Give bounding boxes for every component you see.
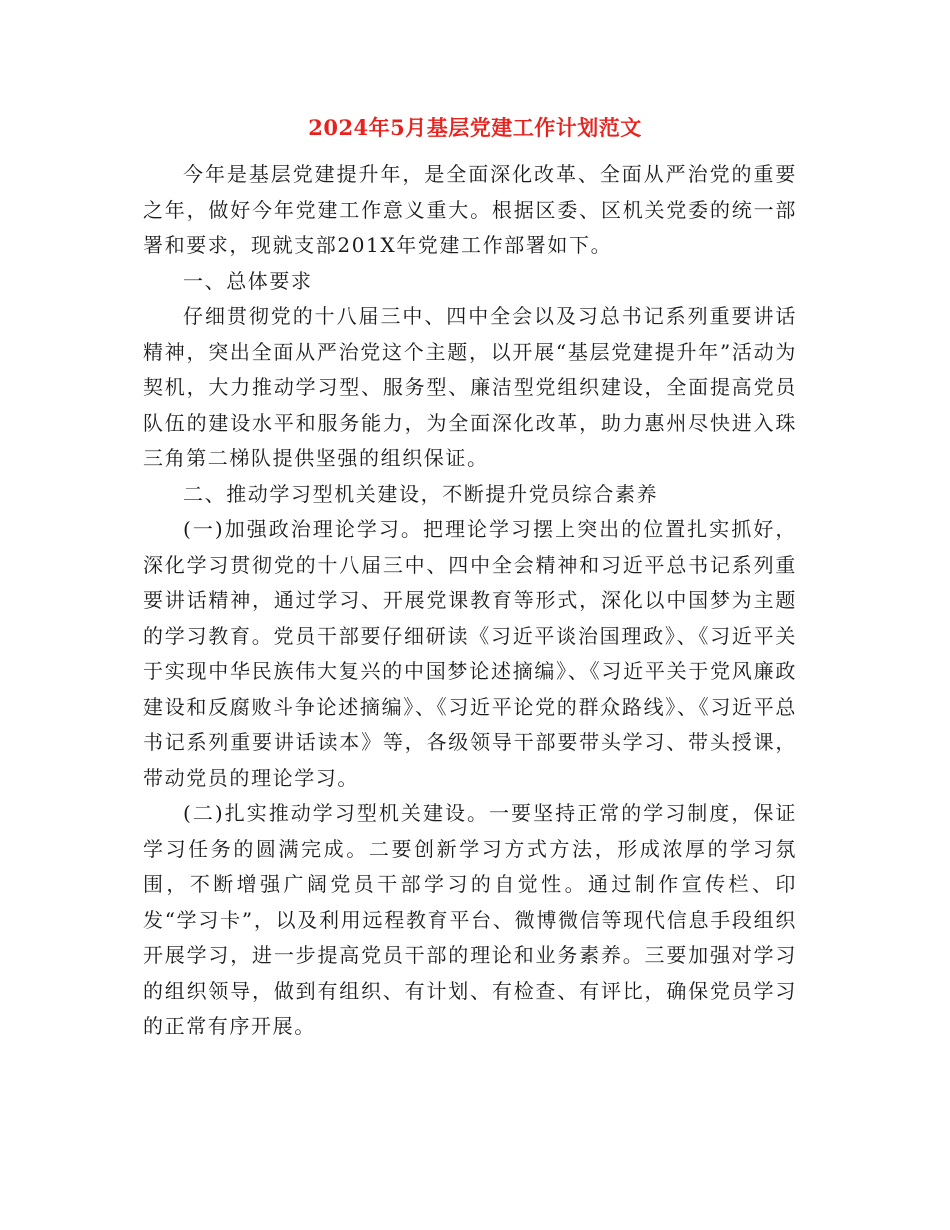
heading-general-requirements: 一、总体要求 [183,268,313,293]
document-body [143,157,797,1045]
paragraph-political-theory: (一)加强政治理论学习。把理论学习摆上突出的位置扎实抓好，深化学习贯彻党的十八届三中、四中全会精神和习近平总书记系列重要讲话精神，通过学习、开展党课教育等形式，深化以中国梦为主题的学习教育。党员干部要仔细研读《习近平谈治国理政》、《习近平关于实现中华民族伟大复兴的中国梦论述摘编》、《习近平关于党风廉政建设和反腐败斗争论述摘编》、《习近平论党的群众路线》、《习近平总书记系列重要讲话读本》等，各级领导干部要带头学习、带头授课，带动党员的理论学习。 [143,517,797,790]
document-title: 2024年5月基层党建工作计划范文 [308,115,642,140]
paragraph-learning-construction: (二)扎实推动学习型机关建设。一要坚持正常的学习制度，保证学习任务的圆满完成。二要创新学习方式方法，形成浓厚的学习氛围，不断增强广阔党员干部学习的自觉性。通过制作宣传栏、印发“学习卡”，以及利用远程教育平台、微博微信等现代信息手段组织开展学习，进一步提高党员干部的理论和业务素养。三要加强对学习的组织领导，做到有组织、有计划、有检查、有评比，确保党员学习的正常有序开展。 [143,801,797,1038]
paragraph-intro: 今年是基层党建提升年，是全面深化改革、全面从严治党的重要之年，做好今年党建工作意义重大。根据区委、区机关党委的统一部署和要求，现就支部201X年党建工作部署如下。 [143,162,797,257]
heading-learning-organization: 二、推动学习型机关建设，不断提升党员综合素养 [183,481,659,506]
paragraph-general-requirements: 仔细贯彻党的十八届三中、四中全会以及习总书记系列重要讲话精神，突出全面从严治党这个主题，以开展“基层党建提升年”活动为契机，大力推动学习型、服务型、廉洁型党组织建设，全面提高党员队伍的建设水平和服务能力，为全面深化改革，助力惠州尽快进入珠三角第二梯队提供坚强的组织保证。 [143,304,797,470]
